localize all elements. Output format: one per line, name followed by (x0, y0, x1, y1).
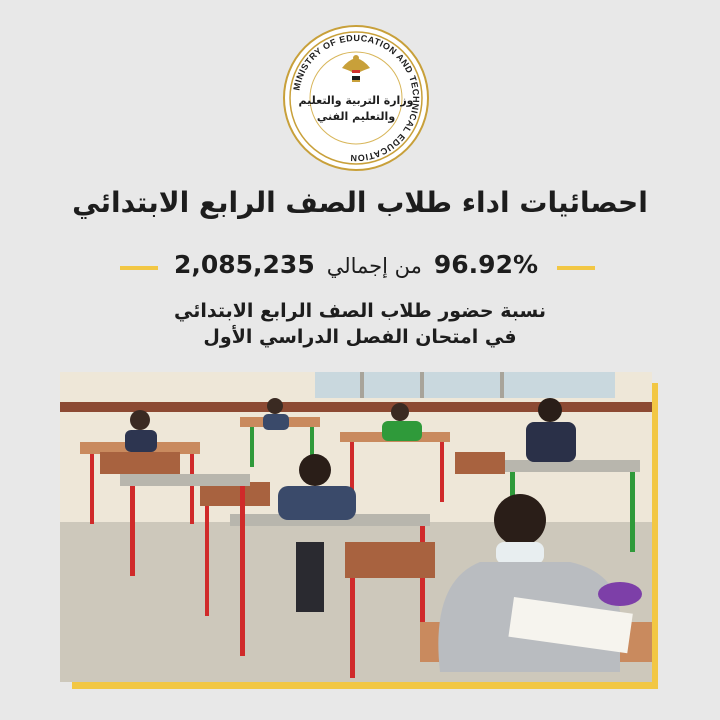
accent-line-right (557, 266, 595, 270)
ministry-name-ar-line1: وزارة التربية والتعليم (298, 94, 414, 107)
stat-percent: 96.92% (433, 250, 539, 279)
stat-total: 2,085,235 (173, 250, 315, 279)
stat-connector: من إجمالي (326, 254, 422, 278)
ministry-name-ar-line2: والتعليم الفني (316, 110, 396, 123)
subtitle-line2: في امتحان الفصل الدراسي الأول (203, 326, 517, 348)
accent-line-left (120, 266, 158, 270)
stat-text (160, 250, 552, 279)
subtitle (0, 298, 720, 350)
classroom-photo (60, 372, 652, 682)
stat-row (0, 250, 720, 284)
ministry-logo (282, 24, 430, 172)
subtitle-line1: نسبة حضور طلاب الصف الرابع الابتدائي (174, 300, 546, 322)
ministry-name-en: MINISTRY OF EDUCATION AND TECHNICAL EDUCATION (291, 32, 422, 164)
page-title: احصائيات اداء طلاب الصف الرابع الابتدائي (72, 186, 648, 219)
